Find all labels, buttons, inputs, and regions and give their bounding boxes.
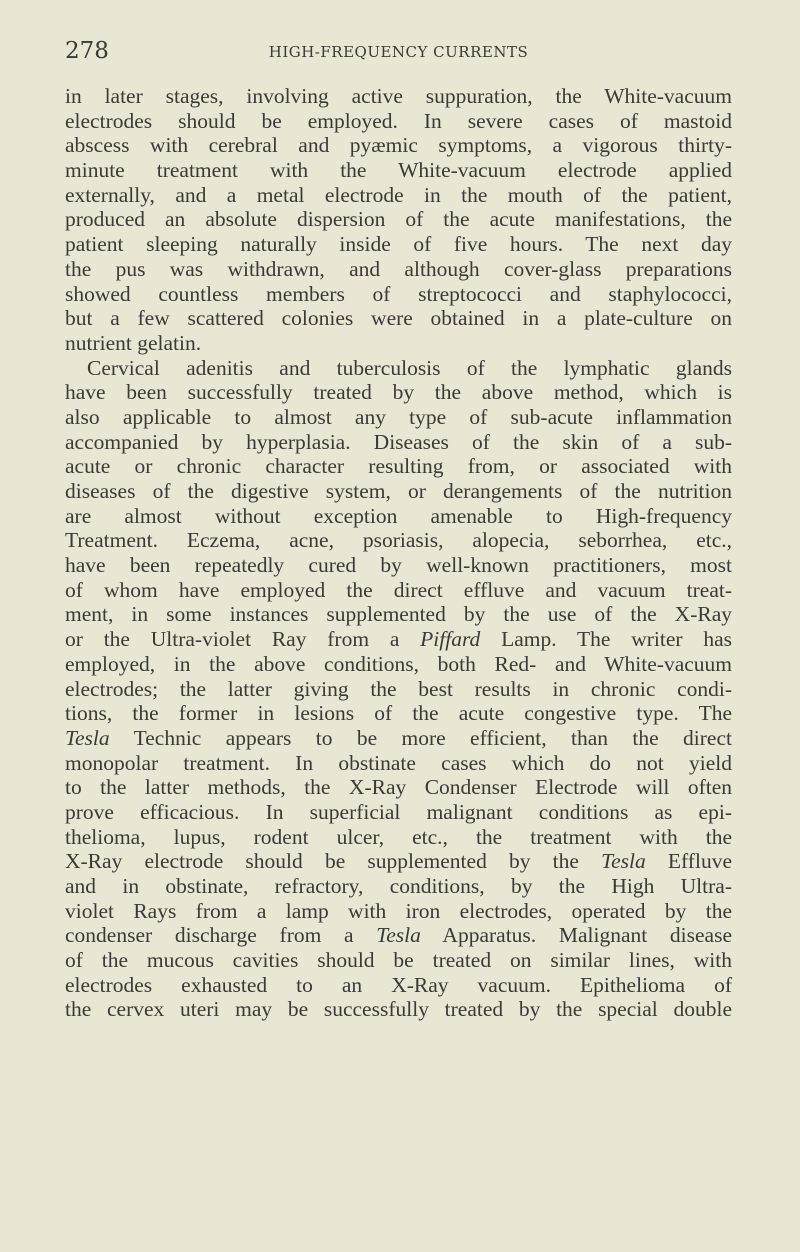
text-segment: and in obstinate, refractory, conditions, by the High Ultra- bbox=[65, 874, 732, 898]
text-segment: tions, the former in lesions of the acute congestive type. The bbox=[65, 701, 732, 726]
text-segment: Effluve bbox=[645, 849, 732, 874]
text-segment: employed, in the above conditions, both Red- and White-vacuum bbox=[65, 651, 732, 676]
text-line bbox=[65, 602, 732, 627]
text-line bbox=[65, 874, 732, 899]
text-segment: monopolar treatment. In obstinate cases which do not yield bbox=[65, 750, 732, 775]
text-segment: but a few scattered colonies were obtained in a plate-culture on bbox=[65, 306, 732, 331]
text-line bbox=[65, 479, 732, 504]
text-segment: are almost without exception amenable to High-frequency bbox=[65, 503, 732, 528]
text-segment: thelioma, lupus, rodent ulcer, etc., the treatment with the bbox=[65, 824, 732, 849]
italic-text: Piffard bbox=[420, 627, 481, 652]
text-line bbox=[65, 627, 732, 652]
text-segment: electrodes exhausted to an X-Ray vacuum. Epithelioma of bbox=[65, 972, 732, 997]
text-line bbox=[65, 331, 732, 356]
text-segment: to the latter methods, the X-Ray Condenser Electrode will often bbox=[65, 775, 732, 800]
italic-text: Tesla bbox=[601, 849, 646, 874]
text-segment: diseases of the digestive system, or derangements of the nutrition bbox=[65, 479, 732, 503]
text-line bbox=[65, 183, 732, 208]
text-line bbox=[65, 380, 732, 405]
text-segment: Technic appears to be more efficient, than the direct bbox=[109, 725, 732, 750]
text-line bbox=[65, 578, 732, 603]
text-line bbox=[65, 405, 732, 430]
text-segment: externally, and a metal electrode in the mouth of the patient, bbox=[65, 182, 732, 207]
text-segment: acute or chronic character resulting from, or associated with bbox=[65, 454, 732, 479]
text-line bbox=[65, 652, 732, 677]
text-line bbox=[65, 528, 732, 553]
text-segment: Lamp. The writer has bbox=[480, 627, 732, 652]
text-segment: of whom have employed the direct effluve and vacuum treat- bbox=[65, 577, 732, 602]
text-segment: have been successfully treated by the above method, which is bbox=[65, 380, 732, 405]
text-segment: abscess with cerebral and pyæmic symptoms, a vigorous thirty- bbox=[65, 133, 732, 158]
text-line bbox=[65, 973, 732, 998]
text-line bbox=[65, 306, 732, 331]
text-line bbox=[65, 207, 732, 232]
text-line bbox=[65, 677, 732, 702]
text-line bbox=[65, 282, 732, 307]
text-segment: ment, in some instances supplemented by the use of the X-Ray bbox=[65, 602, 732, 627]
page-number: 278 bbox=[65, 38, 109, 64]
text-line bbox=[65, 133, 732, 158]
text-segment: minute treatment with the White-vacuum electrode applied bbox=[65, 158, 732, 183]
text-line bbox=[65, 899, 732, 924]
text-line bbox=[65, 701, 732, 726]
text-line bbox=[65, 948, 732, 973]
text-segment: prove efficacious. In superficial malignant conditions as epi- bbox=[65, 799, 732, 824]
text-line bbox=[65, 800, 732, 825]
text-segment: patient sleeping naturally inside of five hours. The next day bbox=[65, 232, 732, 257]
text-segment: violet Rays from a lamp with iron electrodes, operated by the bbox=[65, 898, 732, 923]
running-title: HIGH-FREQUENCY CURRENTS bbox=[268, 43, 529, 61]
text-segment: electrodes should be employed. In severe cases of mastoid bbox=[65, 108, 732, 133]
text-segment: Apparatus. Malignant disease bbox=[420, 923, 733, 948]
text-segment: accompanied by hyperplasia. Diseases of the skin of a sub- bbox=[65, 429, 732, 454]
page-header bbox=[65, 38, 732, 66]
text-line bbox=[65, 849, 732, 874]
body-text bbox=[65, 84, 732, 1022]
text-line bbox=[65, 84, 732, 109]
text-segment: Cervical adenitis and tuberculosis of the lymphatic glands bbox=[87, 355, 732, 380]
text-segment: nutrient gelatin. bbox=[65, 330, 202, 355]
text-line bbox=[65, 257, 732, 282]
text-line bbox=[65, 751, 732, 776]
text-segment: or the Ultra-violet Ray from a bbox=[65, 627, 421, 652]
text-line bbox=[65, 109, 732, 134]
text-segment: condenser discharge from a bbox=[65, 923, 377, 948]
text-line bbox=[65, 356, 732, 381]
text-segment: in later stages, involving active suppuration, the White-vacuum bbox=[65, 84, 732, 108]
text-segment: of the mucous cavities should be treated on similar lines, with bbox=[65, 948, 732, 973]
text-line bbox=[65, 504, 732, 529]
text-line bbox=[65, 454, 732, 479]
text-line bbox=[65, 923, 732, 948]
text-line bbox=[65, 232, 732, 257]
text-segment: electrodes; the latter giving the best results in chronic condi- bbox=[65, 676, 732, 701]
italic-text: Tesla bbox=[376, 923, 421, 948]
italic-text: Tesla bbox=[65, 725, 110, 750]
text-segment: have been repeatedly cured by well-known practitioners, most bbox=[65, 553, 732, 578]
text-line bbox=[65, 158, 732, 183]
text-line bbox=[65, 775, 732, 800]
text-line bbox=[65, 430, 732, 455]
text-segment: showed countless members of streptococci and staphylococci, bbox=[65, 281, 732, 306]
text-line bbox=[65, 553, 732, 578]
text-line bbox=[65, 997, 732, 1022]
text-segment: the cervex uteri may be successfully treated by the special double bbox=[65, 997, 732, 1022]
text-segment: produced an absolute dispersion of the acute manifestations, the bbox=[65, 207, 732, 232]
text-segment: also applicable to almost any type of sub-acute inflammation bbox=[65, 404, 732, 429]
text-line bbox=[65, 825, 732, 850]
text-segment: the pus was withdrawn, and although cover-glass preparations bbox=[65, 256, 732, 281]
text-segment: Treatment. Eczema, acne, psoriasis, alopecia, seborrhea, etc., bbox=[65, 528, 732, 553]
text-line bbox=[65, 726, 732, 751]
text-segment: X-Ray electrode should be supplemented by the bbox=[65, 849, 602, 874]
